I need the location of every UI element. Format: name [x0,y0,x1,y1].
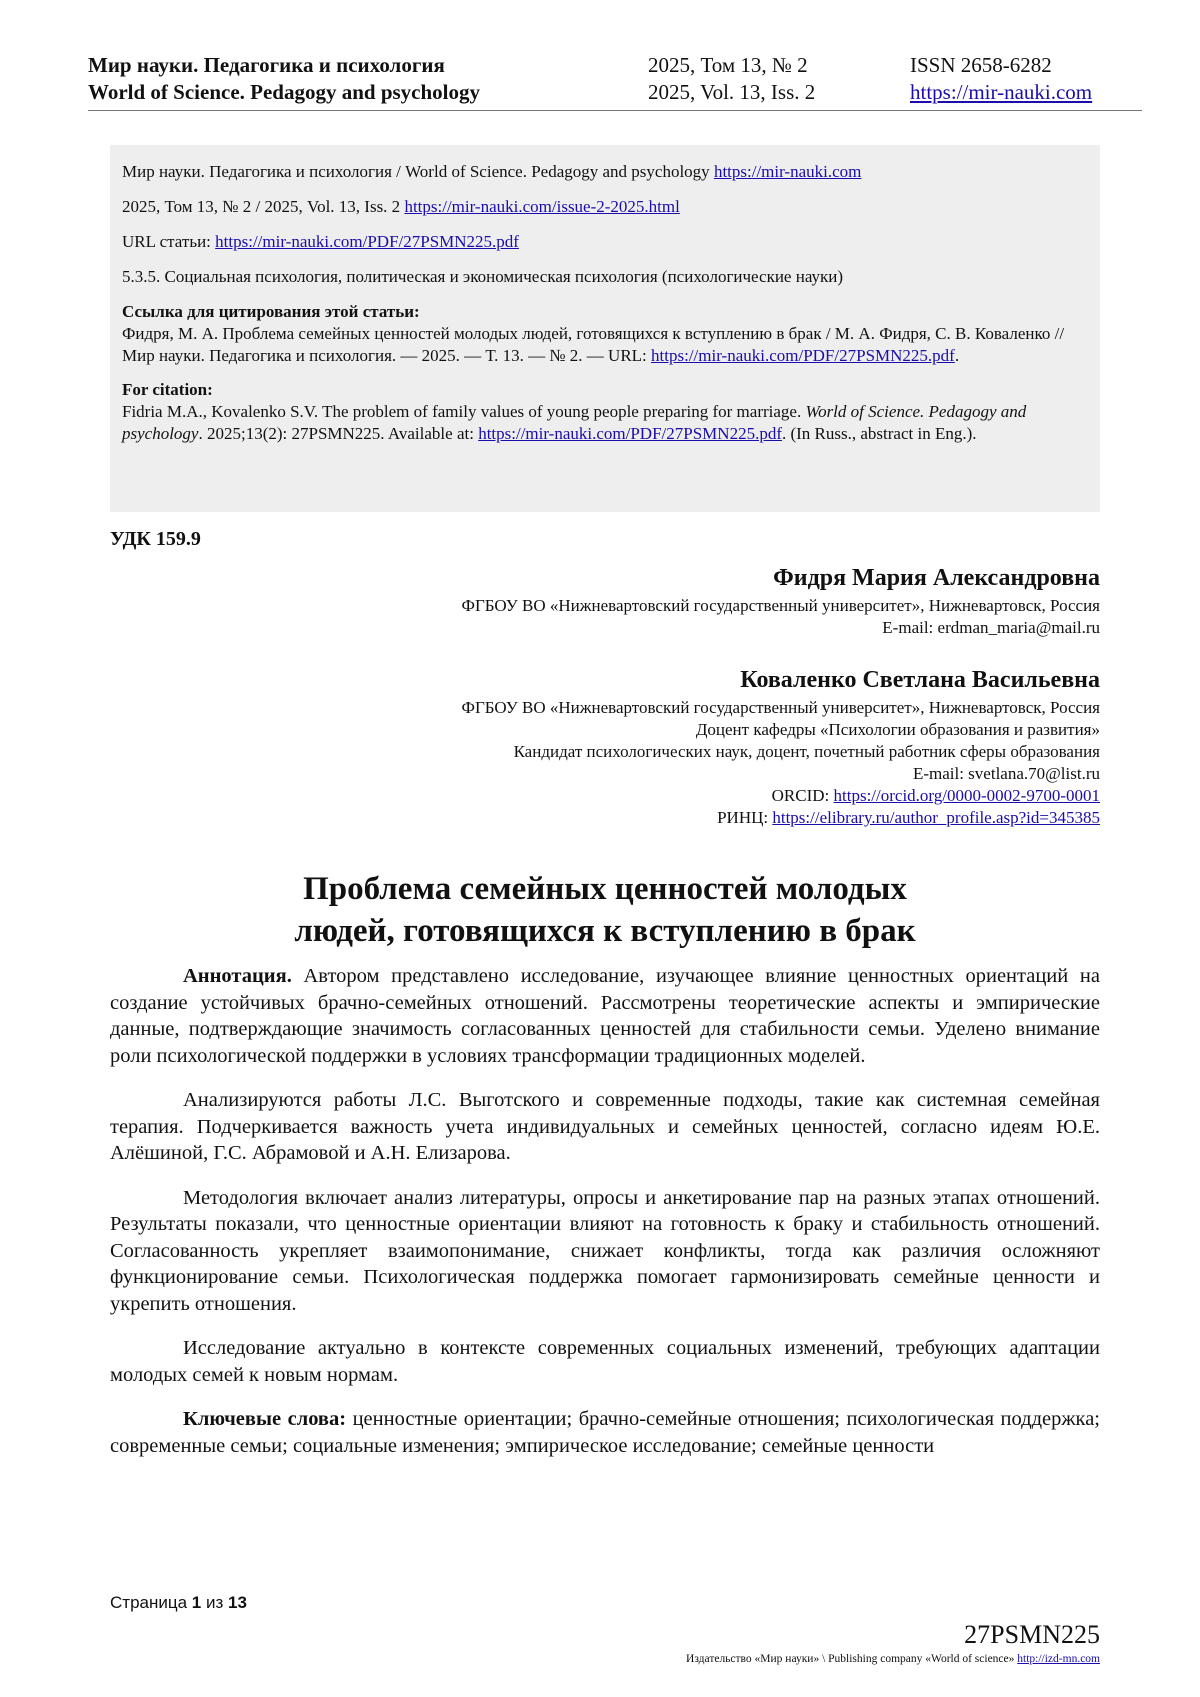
cite-url-line: URL статьи: https://mir-nauki.com/PDF/27PSMN225.pdf [122,232,519,251]
author-1-name: Фидря Мария Александровна [773,565,1100,591]
udk-code: УДК 159.9 [110,528,201,550]
article-title-line-1: Проблема семейных ценностей молодых [303,871,907,907]
abstract-label: Аннотация. [183,965,292,987]
cite-specialty-line: 5.3.5. Социальная психология, политическая и экономическая психология (психологические науки) [122,267,844,286]
citation-box [110,145,1100,512]
author-2-orcid: ORCID: https://orcid.org/0000-0002-9700-0001 [771,786,1100,805]
issue-ru: 2025, Том 13, № 2 [648,53,808,77]
issue-en: 2025, Vol. 13, Iss. 2 [648,80,816,104]
author-2-rinc: РИНЦ: https://elibrary.ru/author_profile.asp?id=345385 [717,808,1100,827]
page-number: Страница 1 из 13 [110,1593,247,1612]
journal-title [88,52,480,106]
author-2-email: E-mail: svetlana.70@list.ru [912,764,1100,783]
author-2 [462,665,1100,829]
cite-issue-link[interactable]: https://mir-nauki.com/issue-2-2025.html [404,197,680,216]
publisher-line: Издательство «Мир науки» \ Publishing company «World of science» http://izd-mn.com [686,1653,1100,1665]
cite-journal-link[interactable]: https://mir-nauki.com [713,162,862,181]
journal-title-en: World of Science. Pedagogy and psychology [88,80,481,104]
author-2-position: Доцент кафедры «Психологии образования и развития» [695,720,1100,739]
issn-block [910,52,1092,106]
orcid-link[interactable]: https://orcid.org/0000-0002-9700-0001 [833,786,1100,805]
abstract-paragraph-1: Аннотация. Автором представлено исследование, изучающее влияние ценностных ориентаций на создание устойчивых брачно-семейных отношений. Рассмотрены теоретические аспекты и эмпирические данные, подтверждающие значимость согласованных ценностей для стабильности семьи. Уделено внимание роли психологической поддержки в условиях трансформации традиционных моделей. [110,965,1100,1067]
cite-article-link[interactable]: https://mir-nauki.com/PDF/27PSMN225.pdf [215,232,519,251]
author-1-email: E-mail: erdman_maria@mail.ru [882,618,1100,637]
author-2-name: Коваленко Светлана Васильевна [740,667,1100,693]
cite-en-heading: For citation: [122,380,213,399]
keywords: Ключевые слова: ценностные ориентации; брачно-семейные отношения; психологическая поддержка; современные семьи; социальные изменения; эмпирическое исследование; семейные ценности [110,1408,1100,1457]
header-divider [88,110,1142,111]
abstract-paragraph-4: Исследование актуально в контексте современных социальных изменений, требующих адаптации молодых семей к новым нормам. [110,1337,1100,1386]
issn: ISSN 2658-6282 [910,53,1052,77]
abstract-paragraph-3: Методология включает анализ литературы, опросы и анкетирование пар на разных этапах отношений. Результаты показали, что ценностные ориентации влияют на готовность к браку и стабильность отношений. Согласованность укрепляет взаимопонимание, снижает конфликты, тогда как различия осложняют функционирование семьи. Психологическая поддержка помогает гармонизировать семейные ценности и укрепить отношения. [110,1186,1100,1315]
article-title-line-2: людей, готовящихся к вступлению в брак [294,913,916,949]
rinc-link[interactable]: https://elibrary.ru/author_profile.asp?id=345385 [772,808,1100,827]
site-link[interactable]: https://mir-nauki.com [910,80,1093,104]
keywords-label: Ключевые слова: [183,1408,347,1430]
abstract-paragraph-2: Анализируются работы Л.С. Выготского и современные подходы, такие как системная семейная терапия. Подчеркивается важность учета индивидуальных и семейных ценностей, согласно идеям Ю.Е. Алёшиной, Г.С. Абрамовой и А.Н. Елизарова. [110,1089,1100,1164]
issue-info [648,52,815,106]
author-2-affiliation: ФГБОУ ВО «Нижневартовский государственный университет», Нижневартовск, Россия [461,698,1100,717]
cite-journal-line: Мир науки. Педагогика и психология / World of Science. Pedagogy and psychology https://mir-nauki.com [122,162,862,181]
author-1 [462,563,1100,639]
article-title [110,868,1100,952]
article-code: 27PSMN225 [964,1620,1100,1649]
cite-ru-link[interactable]: https://mir-nauki.com/PDF/27PSMN225.pdf [651,346,955,365]
journal-title-ru: Мир науки. Педагогика и психология [88,53,445,77]
cite-ru-heading: Ссылка для цитирования этой статьи: [122,302,420,321]
cite-en: For citation: Fidria M.A., Kovalenko S.V. The problem of family values of young people preparing for marriage. World of Science. Pedagogy and psychology. 2025;13(2): 27PSMN225. Available at: https://mir-nauki.com/PDF/27PSMN225.pdf. (In Russ., abstract in Eng.). [122,379,1088,445]
publisher-link[interactable]: http://izd-mn.com [1017,1653,1100,1665]
cite-ru: Ссылка для цитирования этой статьи: Фидря, М. А. Проблема семейных ценностей молодых людей, готовящихся к вступлению в брак / М. А. Фидря, С. В. Коваленко // Мир науки. Педагогика и психология. — 2025. — Т. 13. — № 2. — URL: https://mir-nauki.com/PDF/27PSMN225.pdf. [122,301,1088,367]
abstract [110,963,1100,1477]
author-2-degree: Кандидат психологических наук, доцент, почетный работник сферы образования [513,742,1100,761]
author-1-affiliation: ФГБОУ ВО «Нижневартовский государственный университет», Нижневартовск, Россия [461,596,1100,615]
cite-en-link[interactable]: https://mir-nauki.com/PDF/27PSMN225.pdf [478,424,782,443]
cite-issue-line: 2025, Том 13, № 2 / 2025, Vol. 13, Iss. 2 https://mir-nauki.com/issue-2-2025.html [122,197,680,216]
